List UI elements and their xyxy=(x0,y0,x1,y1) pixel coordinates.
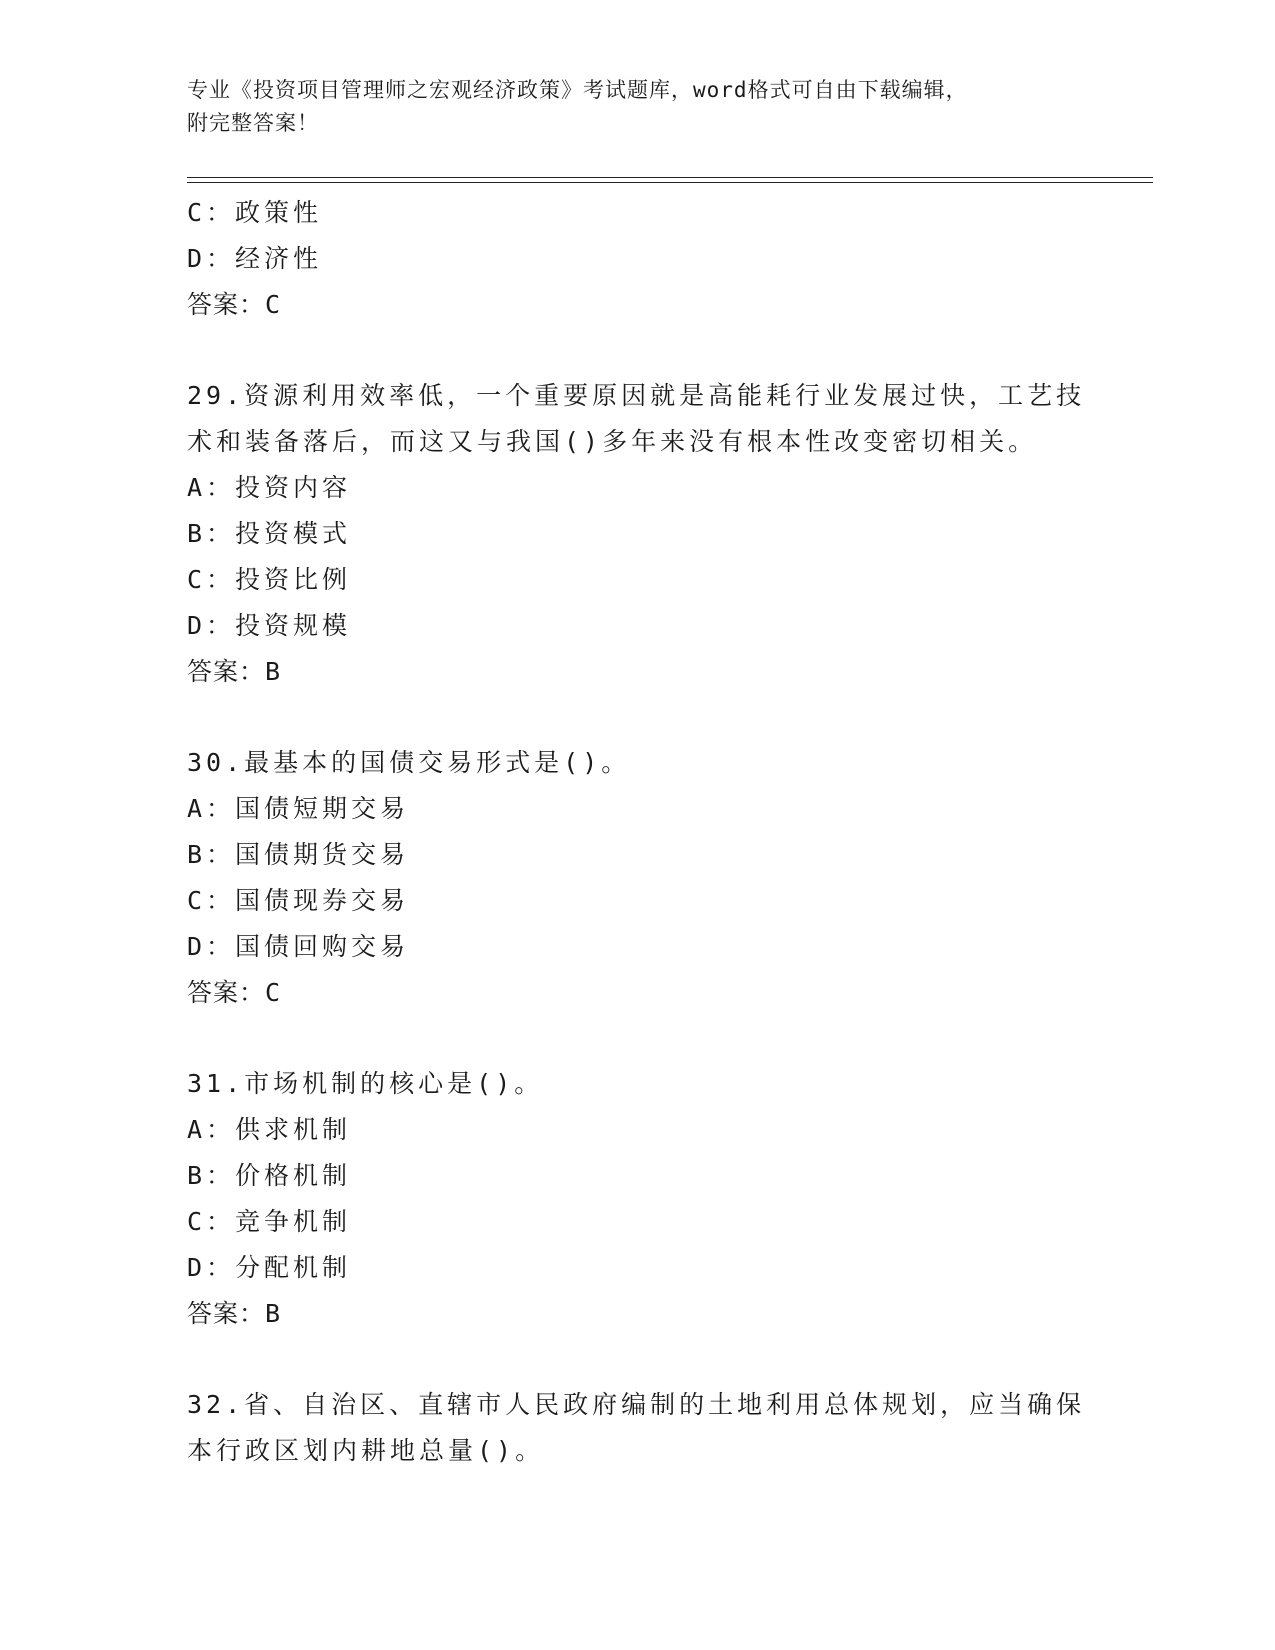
document-header xyxy=(187,74,1087,140)
header-line-1: 专业《投资项目管理师之宏观经济政策》考试题库，word格式可自由下载编辑， xyxy=(187,78,968,102)
question-block-32 xyxy=(187,1382,1087,1474)
question-text: 30.最基本的国债交易形式是()。 xyxy=(187,748,631,777)
header-divider-top xyxy=(187,177,1153,178)
option-c: C：国债现券交易 xyxy=(187,886,410,915)
question-block-29 xyxy=(187,373,1087,695)
question-list xyxy=(187,190,1087,1474)
option-d: D：分配机制 xyxy=(187,1253,352,1282)
question-text: 29.资源利用效率低，一个重要原因就是高能耗行业发展过快，工艺技 xyxy=(187,381,1086,410)
header-line-2: 附完整答案！ xyxy=(187,111,319,135)
question-block-prev xyxy=(187,190,1087,328)
answer-line: 答案：B xyxy=(187,1299,282,1328)
option-c: C：政策性 xyxy=(187,198,323,227)
question-text: 术和装备落后，而这又与我国()多年来没有根本性改变密切相关。 xyxy=(187,427,1038,456)
question-block-31 xyxy=(187,1061,1087,1337)
question-text: 本行政区划内耕地总量()。 xyxy=(187,1436,545,1465)
option-a: A：供求机制 xyxy=(187,1115,352,1144)
option-a: A：国债短期交易 xyxy=(187,794,410,823)
option-c: C：竞争机制 xyxy=(187,1207,352,1236)
option-b: B：投资模式 xyxy=(187,519,352,548)
option-a: A：投资内容 xyxy=(187,473,352,502)
question-block-30 xyxy=(187,740,1087,1016)
question-text: 31.市场机制的核心是()。 xyxy=(187,1069,544,1098)
option-c: C：投资比例 xyxy=(187,565,352,594)
answer-line: 答案：C xyxy=(187,978,282,1007)
spacer xyxy=(187,1016,1087,1061)
header-divider-bottom xyxy=(187,182,1153,183)
answer-line: 答案：C xyxy=(187,290,282,319)
option-d: D：国债回购交易 xyxy=(187,932,410,961)
question-text: 32.省、自治区、直辖市人民政府编制的土地利用总体规划，应当确保 xyxy=(187,1390,1086,1419)
option-d: D：经济性 xyxy=(187,244,323,273)
option-d: D：投资规模 xyxy=(187,611,352,640)
option-b: B：国债期货交易 xyxy=(187,840,410,869)
spacer xyxy=(187,1337,1087,1382)
option-b: B：价格机制 xyxy=(187,1161,352,1190)
spacer xyxy=(187,695,1087,740)
answer-line: 答案：B xyxy=(187,657,282,686)
spacer xyxy=(187,328,1087,373)
